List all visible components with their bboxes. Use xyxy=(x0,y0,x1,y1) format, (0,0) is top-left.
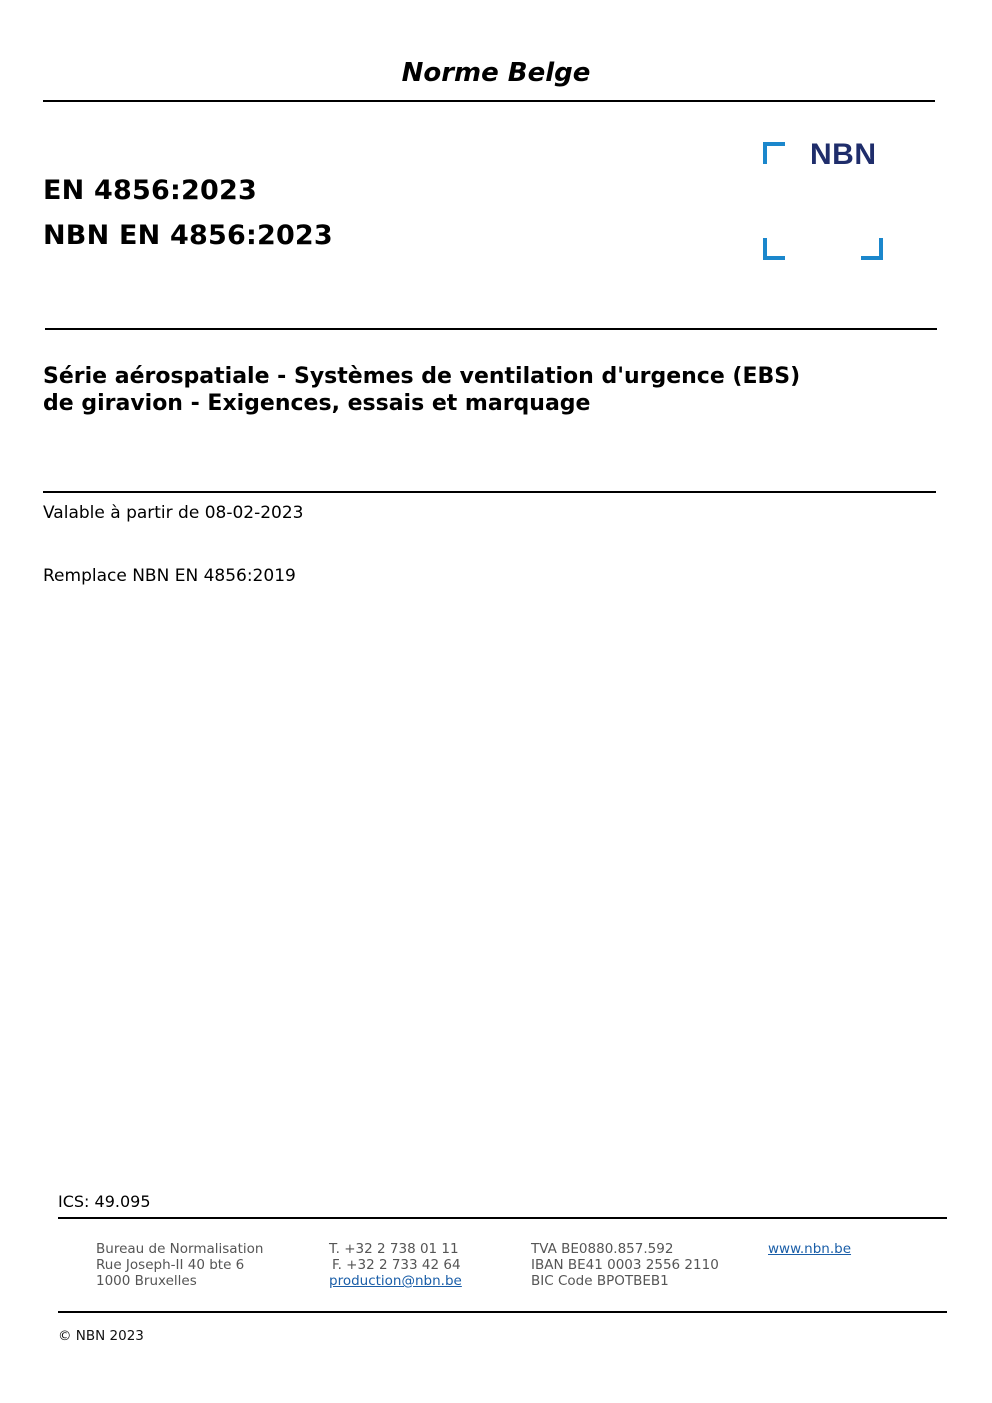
standard-code-en: EN 4856:2023 xyxy=(43,175,257,206)
footer-contact xyxy=(329,1241,462,1289)
logo-corner-bottom-right xyxy=(861,238,883,260)
logo-wordmark: NBN xyxy=(810,138,877,171)
page-header-title: Norme Belge xyxy=(401,58,591,88)
footer-website-link[interactable]: www.nbn.be xyxy=(768,1241,852,1257)
footer-divider-top xyxy=(58,1217,947,1219)
footer-email-link[interactable]: production@nbn.be xyxy=(329,1273,462,1289)
standard-code-nbn: NBN EN 4856:2023 xyxy=(43,220,333,251)
valid-from-text: Valable à partir de 08-02-2023 xyxy=(43,503,304,523)
footer-address xyxy=(96,1241,263,1289)
title-divider-top xyxy=(45,328,937,330)
footer-iban: IBAN BE41 0003 2556 2110 xyxy=(531,1257,719,1273)
replaces-text: Remplace NBN EN 4856:2019 xyxy=(43,566,296,586)
nbn-logo xyxy=(760,138,888,266)
footer-address-line: Bureau de Normalisation xyxy=(96,1241,264,1257)
footer-bic: BIC Code BPOTBEB1 xyxy=(531,1273,669,1289)
footer-banking xyxy=(531,1241,719,1289)
footer-divider-bottom xyxy=(58,1311,947,1313)
logo-corner-top-left xyxy=(763,142,785,164)
footer-tva: TVA BE0880.857.592 xyxy=(531,1241,674,1257)
ics-code: ICS: 49.095 xyxy=(58,1192,151,1211)
document-title xyxy=(43,363,903,417)
logo-corner-bottom-left xyxy=(763,238,785,260)
footer-address-line: Rue Joseph-II 40 bte 6 xyxy=(96,1257,245,1273)
document-title-line-1: Série aérospatiale - Systèmes de ventilation d'urgence (EBS) xyxy=(43,364,801,389)
footer-web xyxy=(768,1241,851,1257)
footer-address-line: 1000 Bruxelles xyxy=(96,1273,197,1289)
footer-fax: F. +32 2 733 42 64 xyxy=(332,1257,461,1273)
footer-phone: T. +32 2 738 01 11 xyxy=(329,1241,459,1257)
title-divider-bottom xyxy=(43,491,936,493)
header-divider xyxy=(43,100,935,102)
document-title-line-2: de giravion - Exigences, essais et marquage xyxy=(43,391,591,416)
copyright-text: © NBN 2023 xyxy=(58,1328,144,1344)
